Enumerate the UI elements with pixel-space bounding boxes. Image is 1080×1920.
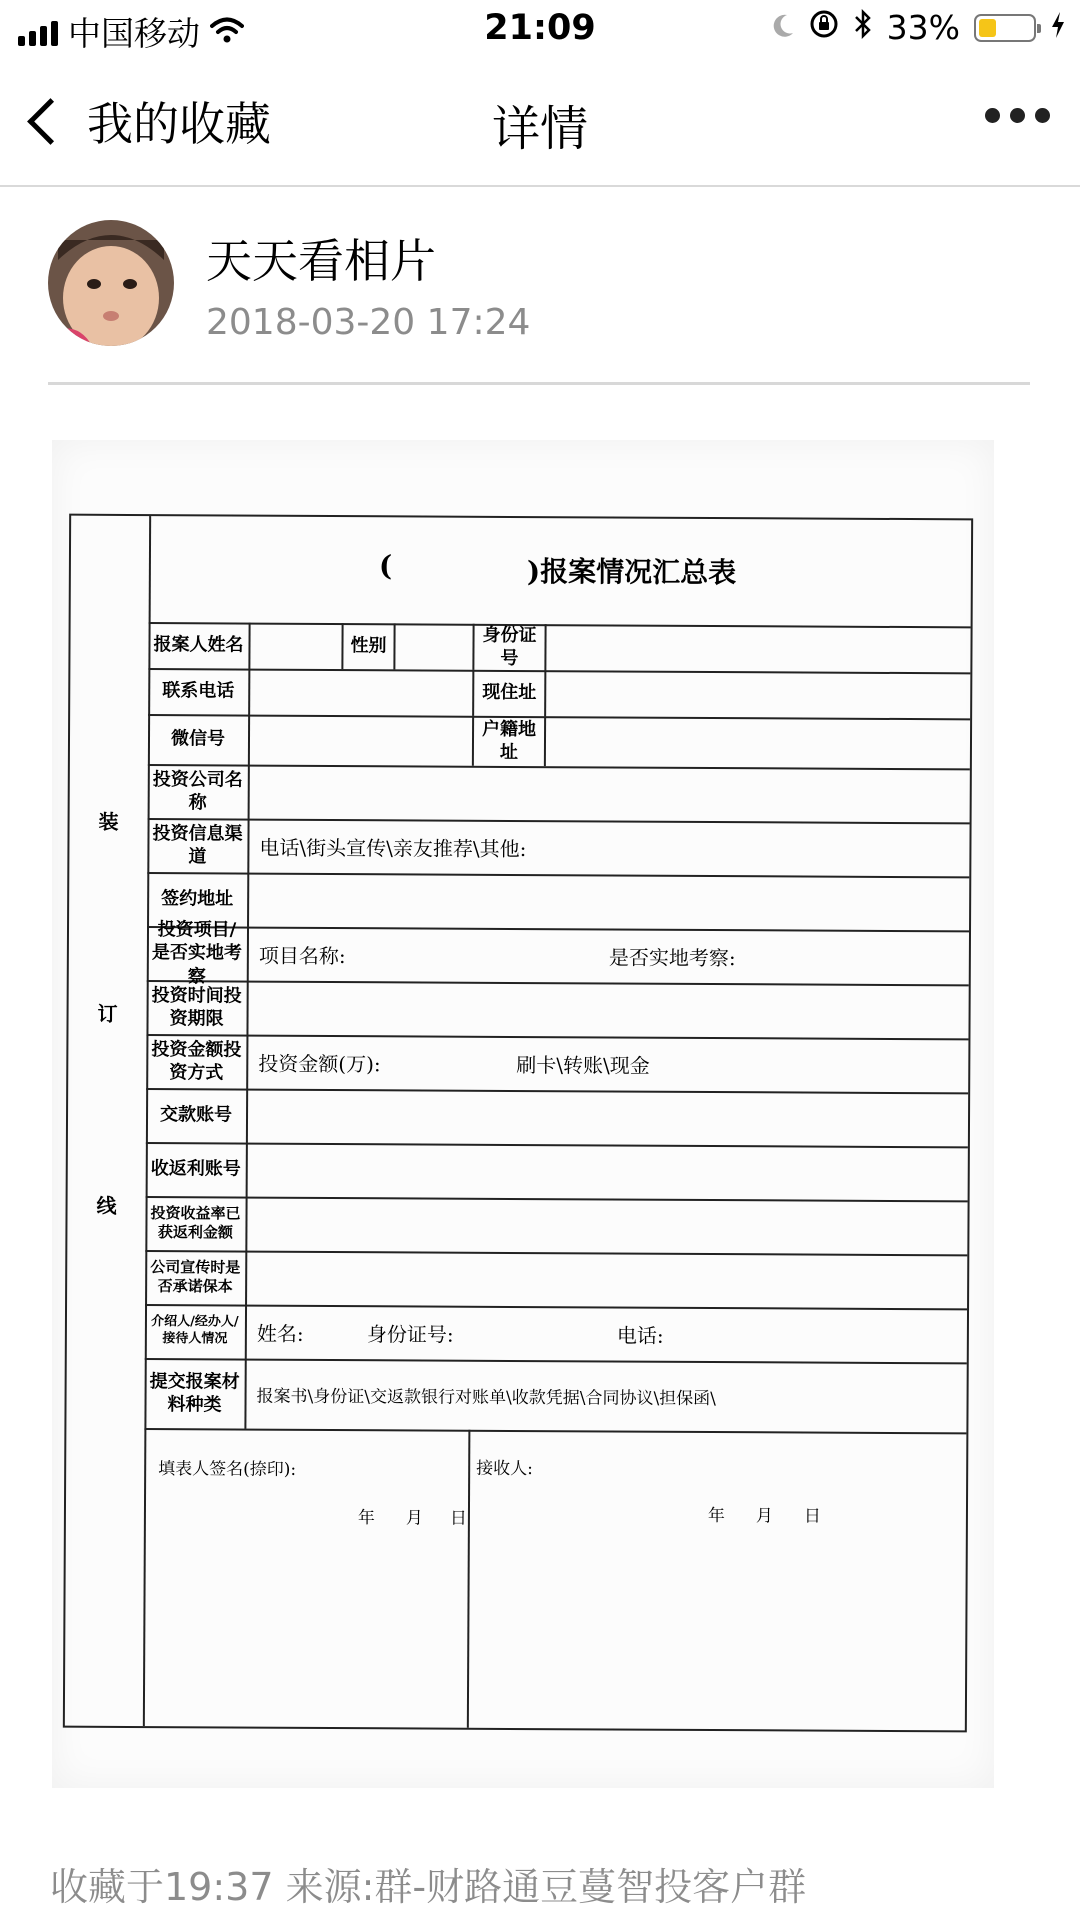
phone-value [250, 669, 474, 716]
row-project [147, 919, 969, 988]
moon-icon [771, 8, 795, 47]
report-form [63, 514, 973, 1733]
receiver-label: 接收人: [476, 1458, 533, 1480]
bluetooth-icon [853, 8, 873, 47]
pay-methods: 刷卡\转账\现金 [516, 1052, 650, 1078]
row-promise [145, 1250, 967, 1310]
row-reporter [148, 622, 970, 674]
form-title: )报案情况汇总表 [526, 555, 737, 590]
charging-icon [1050, 8, 1066, 47]
row-refund-account [146, 1142, 968, 1202]
divider [48, 382, 1030, 385]
address-value [546, 670, 970, 718]
pay-account-label: 交款账号 [146, 1088, 248, 1143]
amount-value: 投资金额(万): [258, 1051, 381, 1076]
row-period [146, 980, 968, 1040]
name-label: 报案人姓名 [148, 622, 250, 669]
introducer-name: 姓名: [256, 1321, 304, 1346]
row-pay-account [146, 1088, 968, 1148]
date-day: 日 [449, 1508, 467, 1529]
date-day: 日 [803, 1506, 821, 1527]
channel-value: 电话\街头宣传\亲友推荐\其他: [259, 835, 527, 861]
channel-label: 投资信息渠道 [147, 818, 249, 873]
wechat-label: 微信号 [148, 714, 250, 765]
period-label: 投资时间投资期限 [146, 980, 248, 1035]
gender-label: 性别 [343, 623, 395, 669]
refund-account-value [248, 1143, 968, 1201]
row-company [148, 764, 970, 824]
status-time: 21:09 [484, 8, 596, 48]
introducer-phone: 电话: [616, 1323, 664, 1348]
favorite-source: 收藏于19:37 来源:群-财路通豆蔓智投客户群 [50, 1865, 807, 1909]
binding-char: 订 [97, 1001, 118, 1026]
more-icon[interactable] [985, 108, 1050, 123]
filler-sign-cell [143, 1428, 471, 1728]
avatar[interactable] [48, 220, 174, 346]
row-signature [143, 1428, 967, 1730]
refund-account-label: 收返利账号 [146, 1142, 248, 1197]
carrier-label: 中国移动 [68, 14, 200, 53]
row-sign-address [147, 872, 969, 932]
post-time: 2018-03-20 17:24 [206, 302, 531, 343]
row-channel [147, 818, 969, 878]
binding-margin [65, 516, 151, 1726]
pay-account-value [248, 1089, 968, 1147]
company-value [250, 765, 970, 823]
row-yield [145, 1196, 967, 1256]
title-paren: ( [378, 549, 393, 583]
project-label: 投资项目/是否实地考察 [147, 926, 249, 981]
sign-address-label: 签约地址 [147, 872, 249, 927]
hukou-value [546, 716, 970, 768]
company-label: 投资公司名称 [148, 764, 250, 819]
amount-label: 投资金额投资方式 [146, 1034, 248, 1089]
battery-icon [974, 14, 1036, 42]
form-title-row [149, 516, 972, 628]
materials-value: 报案书\身份证\交返款银行对账单\收款凭据\合同协议\担保函\ [256, 1386, 716, 1409]
row-introducer [145, 1304, 967, 1364]
rotation-lock-icon [809, 8, 839, 47]
nav-bar [0, 62, 1080, 187]
introducer-id: 身份证号: [366, 1321, 454, 1347]
date-year: 年 [707, 1506, 725, 1527]
date-month: 月 [405, 1508, 423, 1529]
row-wechat [148, 714, 970, 770]
form-photo[interactable] [52, 440, 994, 1788]
address-label: 现住址 [474, 670, 546, 716]
id-value [546, 624, 970, 672]
hukou-label: 户籍地址 [474, 716, 546, 766]
back-button[interactable] [20, 88, 271, 154]
back-label: 我的收藏 [87, 97, 271, 151]
receiver-cell [469, 1430, 967, 1731]
materials-label: 提交报案材料种类 [144, 1358, 246, 1429]
wechat-value [250, 715, 474, 766]
introducer-label: 介绍人/经办人/接待人情况 [145, 1304, 247, 1359]
battery-percent: 33% [886, 8, 960, 47]
date-month: 月 [755, 1506, 773, 1527]
yield-value [247, 1197, 967, 1255]
site-visit: 是否实地考察: [608, 944, 736, 970]
binding-char: 线 [96, 1193, 117, 1218]
date-year: 年 [357, 1508, 375, 1529]
period-value [248, 981, 968, 1039]
project-name: 项目名称: [258, 943, 346, 968]
promise-value [247, 1251, 967, 1309]
author-name[interactable]: 天天看相片 [206, 234, 436, 288]
yield-label: 投资收益率已获返利金额 [145, 1196, 247, 1251]
gender-value [395, 623, 474, 669]
name-value [250, 623, 343, 669]
id-label: 身份证号 [474, 624, 546, 670]
sign-address-value [249, 873, 969, 931]
status-bar [0, 0, 1080, 60]
page-title: 详情 [491, 101, 588, 157]
filler-sign-label: 填表人签名(捺印): [158, 1459, 297, 1480]
phone-label: 联系电话 [148, 668, 250, 715]
row-contact [148, 668, 970, 720]
chevron-left-icon [27, 98, 74, 145]
row-amount [146, 1034, 968, 1094]
binding-char: 装 [98, 809, 119, 834]
row-materials [144, 1358, 966, 1434]
promise-label: 公司宣传时是否承诺保本 [145, 1250, 247, 1305]
